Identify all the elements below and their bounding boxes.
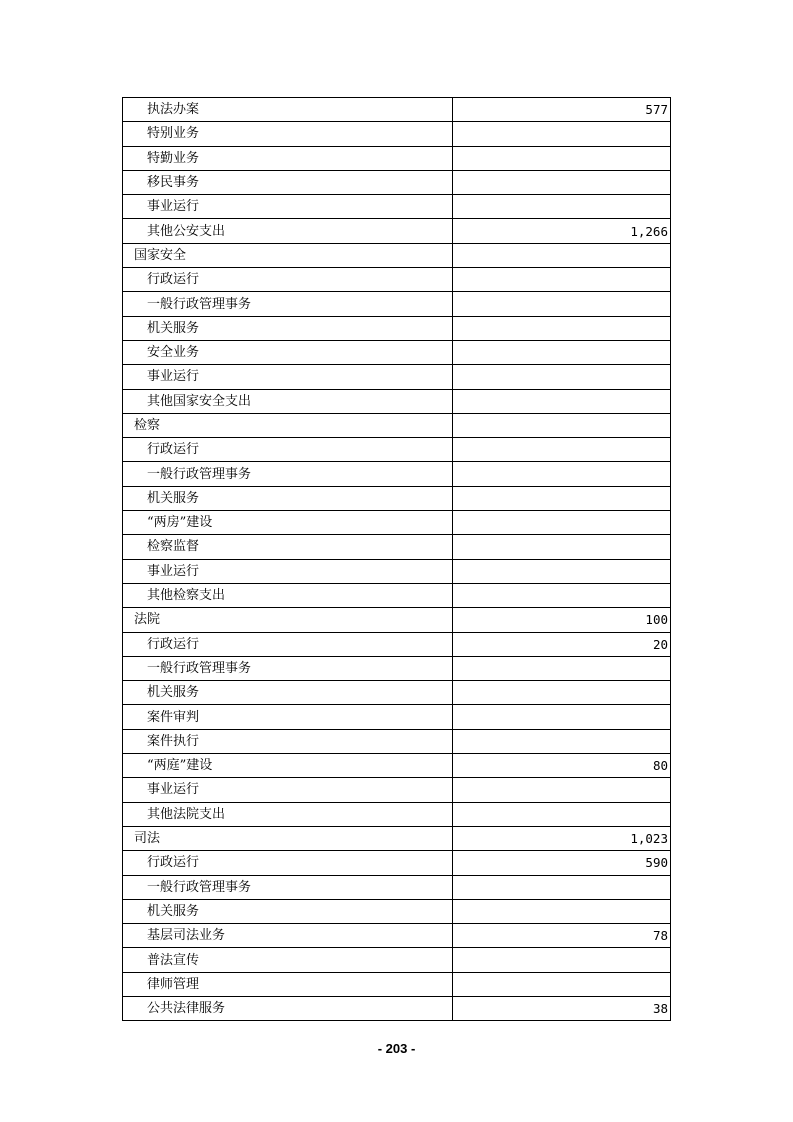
amount-cell [453,486,671,510]
table-row [123,170,671,194]
table-row [123,316,671,340]
amount-cell [453,195,671,219]
table-row [123,462,671,486]
amount-cell [453,438,671,462]
subcategory-name-cell: 事业运行 [123,365,453,389]
subcategory-name-cell: “两庭”建设 [123,754,453,778]
amount-cell [453,146,671,170]
subcategory-name-cell: 执法办案 [123,98,453,122]
amount-cell [453,559,671,583]
subcategory-name-cell: 机关服务 [123,486,453,510]
subcategory-name-cell: 事业运行 [123,195,453,219]
amount-cell [453,729,671,753]
amount-cell [453,511,671,535]
amount-cell: 38 [453,996,671,1020]
table-row [123,899,671,923]
amount-cell [453,462,671,486]
subcategory-name-cell: 机关服务 [123,681,453,705]
table-row [123,705,671,729]
subcategory-name-cell: 机关服务 [123,899,453,923]
amount-cell: 80 [453,754,671,778]
amount-cell [453,535,671,559]
subcategory-name-cell: 行政运行 [123,851,453,875]
table-row [123,340,671,364]
table-body [123,98,671,1021]
subcategory-name-cell: 其他公安支出 [123,219,453,243]
amount-cell: 100 [453,608,671,632]
subcategory-name-cell: 公共法律服务 [123,996,453,1020]
amount-cell [453,899,671,923]
table-row [123,389,671,413]
table-row [123,365,671,389]
table-row [123,754,671,778]
table-row [123,656,671,680]
amount-cell [453,972,671,996]
table-row [123,219,671,243]
table-row [123,122,671,146]
table-row [123,608,671,632]
amount-cell: 78 [453,924,671,948]
subcategory-name-cell: 事业运行 [123,778,453,802]
table-row [123,996,671,1020]
budget-expenditure-table [122,97,671,1021]
table-row [123,292,671,316]
amount-cell: 1,023 [453,826,671,850]
subcategory-name-cell: 移民事务 [123,170,453,194]
subcategory-name-cell: 特勤业务 [123,146,453,170]
table-row [123,778,671,802]
category-name-cell: 司法 [123,826,453,850]
subcategory-name-cell: 行政运行 [123,438,453,462]
amount-cell [453,170,671,194]
amount-cell [453,268,671,292]
subcategory-name-cell: 律师管理 [123,972,453,996]
amount-cell [453,292,671,316]
amount-cell [453,340,671,364]
table-row [123,146,671,170]
table-row [123,486,671,510]
subcategory-name-cell: 其他国家安全支出 [123,389,453,413]
amount-cell [453,705,671,729]
amount-cell: 20 [453,632,671,656]
table-row [123,438,671,462]
subcategory-name-cell: 一般行政管理事务 [123,875,453,899]
amount-cell [453,681,671,705]
table-row [123,826,671,850]
amount-cell [453,389,671,413]
amount-cell [453,413,671,437]
subcategory-name-cell: 基层司法业务 [123,924,453,948]
table-row [123,413,671,437]
table-row [123,559,671,583]
subcategory-name-cell: 一般行政管理事务 [123,462,453,486]
table-row [123,948,671,972]
subcategory-name-cell: 事业运行 [123,559,453,583]
table-row [123,98,671,122]
amount-cell [453,778,671,802]
subcategory-name-cell: 案件执行 [123,729,453,753]
amount-cell [453,365,671,389]
subcategory-name-cell: 检察监督 [123,535,453,559]
amount-cell [453,243,671,267]
subcategory-name-cell: 机关服务 [123,316,453,340]
subcategory-name-cell: 行政运行 [123,632,453,656]
category-name-cell: 国家安全 [123,243,453,267]
table-row [123,729,671,753]
amount-cell [453,802,671,826]
subcategory-name-cell: “两房”建设 [123,511,453,535]
table-row [123,243,671,267]
page-number: - 203 - [377,1041,416,1056]
amount-cell [453,122,671,146]
table-row [123,802,671,826]
subcategory-name-cell: 特别业务 [123,122,453,146]
category-name-cell: 法院 [123,608,453,632]
table-row [123,972,671,996]
table-row [123,924,671,948]
table-row [123,195,671,219]
amount-cell [453,948,671,972]
category-name-cell: 检察 [123,413,453,437]
amount-cell [453,656,671,680]
subcategory-name-cell: 案件审判 [123,705,453,729]
table-row [123,632,671,656]
amount-cell [453,316,671,340]
amount-cell [453,583,671,607]
amount-cell: 1,266 [453,219,671,243]
subcategory-name-cell: 安全业务 [123,340,453,364]
table-row [123,583,671,607]
table-row [123,851,671,875]
subcategory-name-cell: 一般行政管理事务 [123,292,453,316]
table-row [123,875,671,899]
amount-cell [453,875,671,899]
table-row [123,681,671,705]
subcategory-name-cell: 一般行政管理事务 [123,656,453,680]
amount-cell: 577 [453,98,671,122]
subcategory-name-cell: 其他法院支出 [123,802,453,826]
subcategory-name-cell: 其他检察支出 [123,583,453,607]
table-row [123,268,671,292]
table-row [123,535,671,559]
subcategory-name-cell: 普法宣传 [123,948,453,972]
amount-cell: 590 [453,851,671,875]
table-row [123,511,671,535]
subcategory-name-cell: 行政运行 [123,268,453,292]
